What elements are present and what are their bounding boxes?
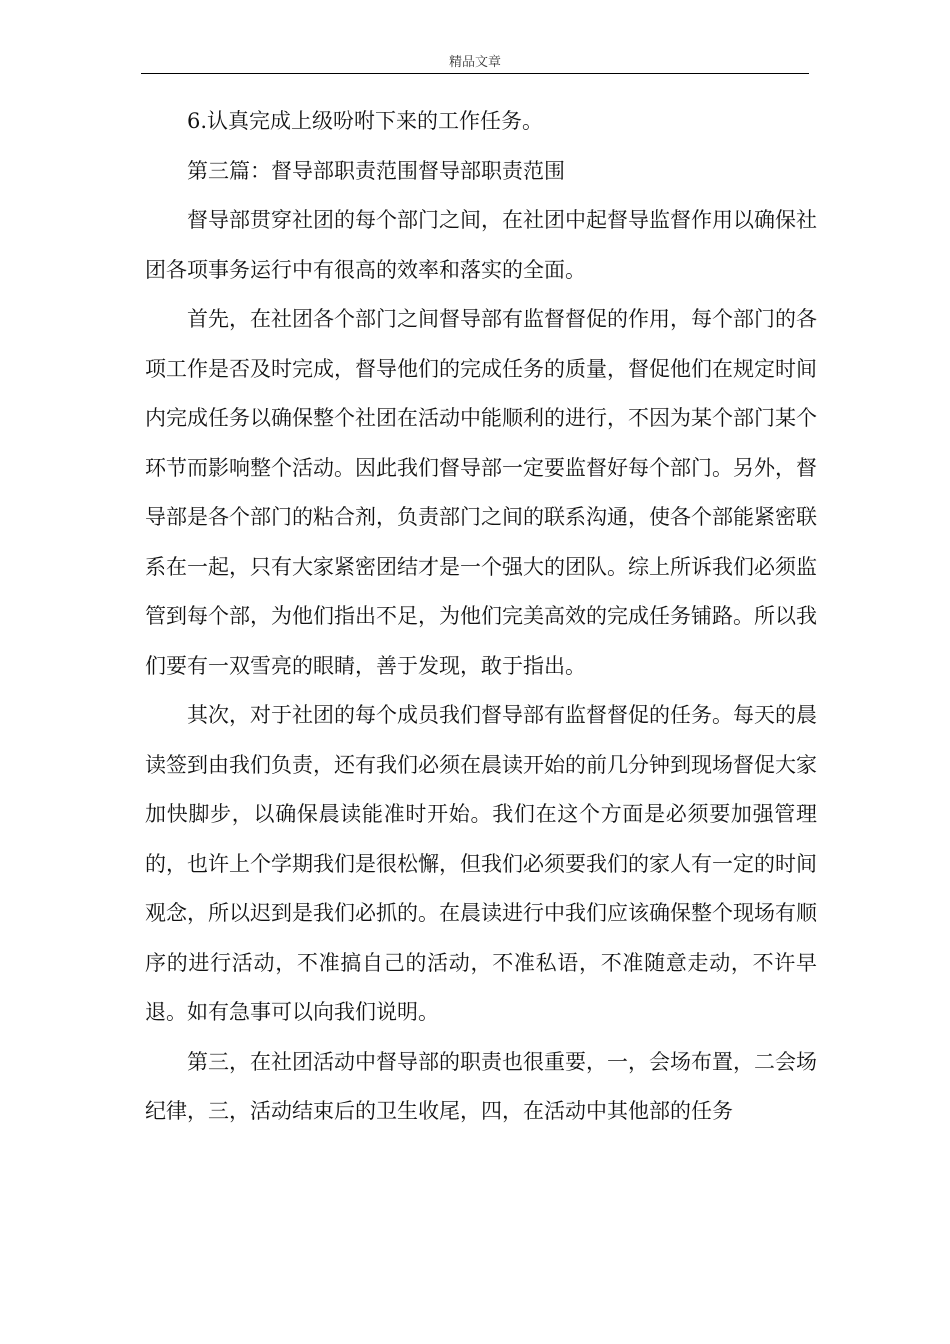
paragraph-intro: 督导部贯穿社团的每个部门之间，在社团中起督导监督作用以确保社团各项事务运行中有很高的效率和落实的全面。	[145, 208, 817, 282]
paragraph-second-point: 其次，对于社团的每个成员我们督导部有监督督促的任务。每天的晨读签到由我们负责，还有我们必须在晨读开始的前几分钟到现场督促大家加快脚步，以确保晨读能准时开始。我们在这个方面是必须要加强管理的，也许上个学期我们是很松懈，但我们必须要我们的家人有一定的时间观念，所以迟到是我们必抓的。在晨读进行中我们应该确保整个现场有顺序的进行活动，不准搞自己的活动，不准私语，不准随意走动，不许早退。如有急事可以向我们说明。	[145, 703, 817, 1024]
page-header	[141, 56, 809, 74]
paragraph-third-point: 第三，在社团活动中督导部的职责也很重要，一，会场布置，二会场纪律，三，活动结束后的卫生收尾，四，在活动中其他部的任务	[145, 1049, 817, 1123]
header-title: 精品文章	[448, 55, 501, 70]
paragraph-task-item: 6.认真完成上级吩咐下来的工作任务。	[187, 109, 544, 133]
paragraph-first-point: 首先，在社团各个部门之间督导部有监督督促的作用，每个部门的各项工作是否及时完成，督导他们的完成任务的质量，督促他们在规定时间内完成任务以确保整个社团在活动中能顺利的进行，不因为某个部门某个环节而影响整个活动。因此我们督导部一定要监督好每个部门。另外，督导部是各个部门的粘合剂，负责部门之间的联系沟通，使各个部能紧密联系在一起，只有大家紧密团结才是一个强大的团队。综上所诉我们必须监管到每个部，为他们指出不足，为他们完美高效的完成任务铺路。所以我们要有一双雪亮的眼睛，善于发现，敢于指出。	[145, 307, 817, 678]
paragraph-section-title: 第三篇：督导部职责范围督导部职责范围	[187, 158, 565, 183]
document-body	[145, 97, 817, 1137]
